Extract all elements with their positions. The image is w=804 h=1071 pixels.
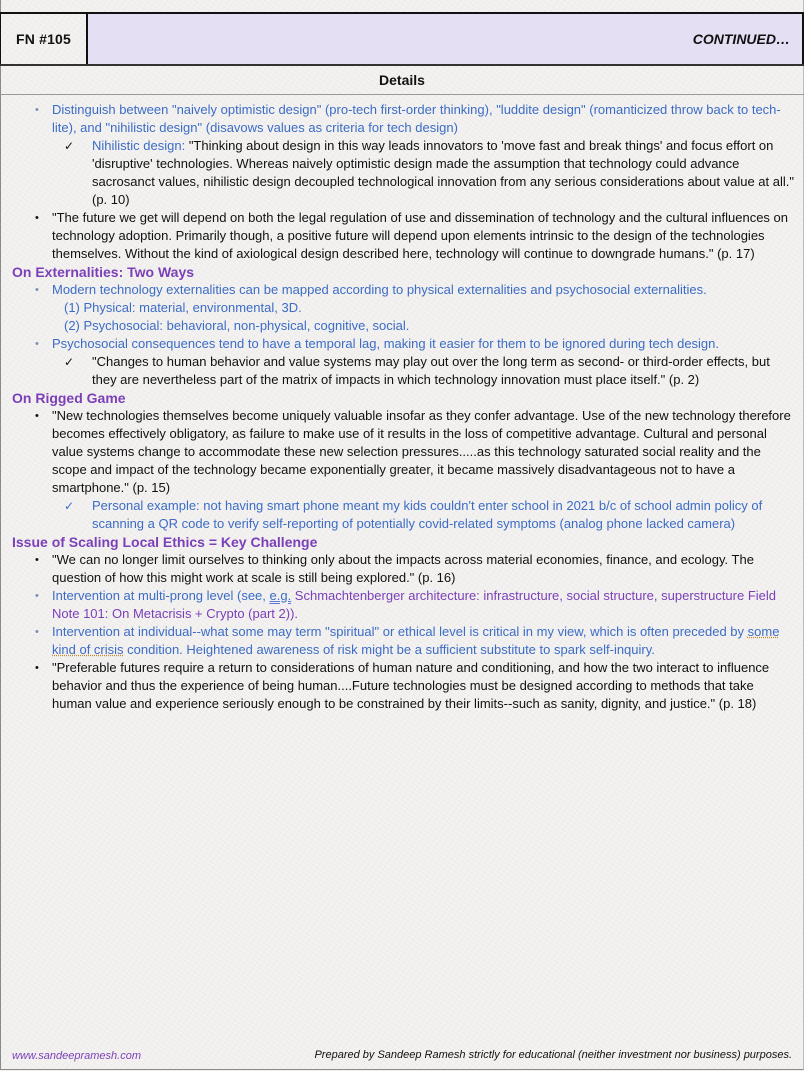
list-item — [0, 623, 804, 659]
eg-abbreviation: e.g. — [269, 588, 292, 603]
sub-item: (1) Physical: material, environmental, 3D. — [64, 300, 302, 315]
bullet-text-continued: condition. Heightened awareness of risk might be a sufficient substitute to spark self-inquiry. — [123, 642, 655, 657]
section-heading: Issue of Scaling Local Ethics = Key Challenge — [12, 534, 318, 550]
field-note-reference: Schmachtenberger architecture: infrastructure, social structure, superstructure Field Note 101: On Metacrisis + Crypto (part 2)). — [52, 588, 777, 621]
list-item — [0, 209, 804, 263]
section-heading: On Externalities: Two Ways — [12, 264, 195, 280]
continued-label: CONTINUED… — [88, 14, 804, 64]
checkmark-icon: ✓ — [64, 499, 75, 513]
list-item — [0, 101, 804, 137]
bullet-icon: • — [35, 590, 39, 602]
bullet-icon: • — [35, 554, 39, 566]
list-item — [0, 587, 804, 623]
website-link[interactable]: www.sandeepramesh.com — [12, 1050, 142, 1062]
bullet-icon: • — [35, 104, 39, 116]
check-text: "Changes to human behavior and value systems may play out over the long term as second- or third-order effects, but they are nevertheless part of the matrix of impacts in which technology innovation must place itself." (p. 2) — [92, 354, 770, 387]
bullet-text: Distinguish between "naively optimistic design" (pro-tech first-order thinking), "luddite design" (romanticized throw back to tech-lite), and "nihilistic design" (disavows values as criteria for tech design) — [52, 102, 781, 135]
check-item — [0, 353, 804, 389]
bullet-icon: • — [35, 410, 39, 422]
check-item — [0, 497, 804, 533]
header-bar — [0, 12, 804, 66]
bullet-text: Intervention at multi-prong level (see, — [52, 588, 270, 603]
field-note-number: FN #105 — [0, 14, 88, 64]
check-text: "Thinking about design in this way leads innovators to 'move fast and break things' and focus effort on 'disruptive' technologies. Whereas naively optimistic design made the assumption that technology could advance sacrosanct values, nihilistic design decoupled technological innovation from any serious considerations about value at all." (p. 10) — [92, 138, 794, 207]
details-heading: Details — [0, 66, 804, 95]
list-item — [0, 551, 804, 587]
spellcheck-underlined-text: some kind of crisis — [52, 624, 780, 657]
bullet-text: Modern technology externalities can be mapped according to physical externalities and psychosocial externalities. — [52, 282, 707, 297]
bullet-icon: • — [35, 626, 39, 638]
bullet-text: Intervention at individual--what some may term "spiritual" or ethical level is critical in my view, which is often preceded by — [52, 624, 748, 639]
section-heading: On Rigged Game — [12, 390, 126, 406]
bullet-text: "The future we get will depend on both the legal regulation of use and dissemination of technology and the cultural influences on technology adoption. Primarily though, a positive future will depend upon elements intrinsic to the design of the technologies themselves. Without the kind of axiological design described here, technology will continue to downgrade humans." (p. 17) — [52, 210, 788, 261]
bullet-text: "Preferable futures require a return to considerations of human nature and conditioning, and how the two interact to influence behavior and thus the experience of being human....Future technologies must be designed according to methods that take human value and experience seriously enough to be constrained by their limits--such as sanity, dignity, and justice." (p. 18) — [52, 660, 770, 711]
bullet-text: "We can no longer limit ourselves to thinking only about the impacts across material economies, finance, and ecology. The question of how this might work at scale is still being explored." (p. 16) — [52, 552, 754, 585]
list-item — [0, 281, 804, 299]
bullet-text: "New technologies themselves become uniquely valuable insofar as they confer advantage. Use of the new technology therefore becomes effectively obligatory, as failure to make use of it results in the loss of competitive advantage. Cultural and personal value systems change to accommodate these new selection pressures.....as this technology saturated social reality and the scope and impact of the technology became exponentially greater, it became massively disadvantageous not to have a smartphone." (p. 15) — [52, 408, 791, 495]
check-label: Nihilistic design: — [92, 138, 186, 153]
checkmark-icon: ✓ — [64, 139, 75, 153]
bullet-icon: • — [35, 662, 39, 674]
sub-item: (2) Psychosocial: behavioral, non-physical, cognitive, social. — [64, 318, 410, 333]
content-body — [0, 101, 804, 713]
check-item — [0, 137, 804, 209]
list-item — [0, 335, 804, 353]
bullet-icon: • — [35, 338, 39, 350]
bullet-text: Psychosocial consequences tend to have a temporal lag, making it easier for them to be ignored during tech design. — [52, 336, 720, 351]
disclaimer: Prepared by Sandeep Ramesh strictly for educational (neither investment nor business) purposes. — [314, 1049, 792, 1061]
check-text: Personal example: not having smart phone meant my kids couldn't enter school in 2021 b/c of school admin policy of scanning a QR code to verify self-reporting of potentially covid-related symptoms (analog phone lacked camera) — [92, 498, 763, 531]
bullet-icon: • — [35, 284, 39, 296]
list-item — [0, 407, 804, 497]
bullet-icon: • — [35, 212, 39, 224]
checkmark-icon: ✓ — [64, 355, 75, 369]
list-item — [0, 659, 804, 713]
